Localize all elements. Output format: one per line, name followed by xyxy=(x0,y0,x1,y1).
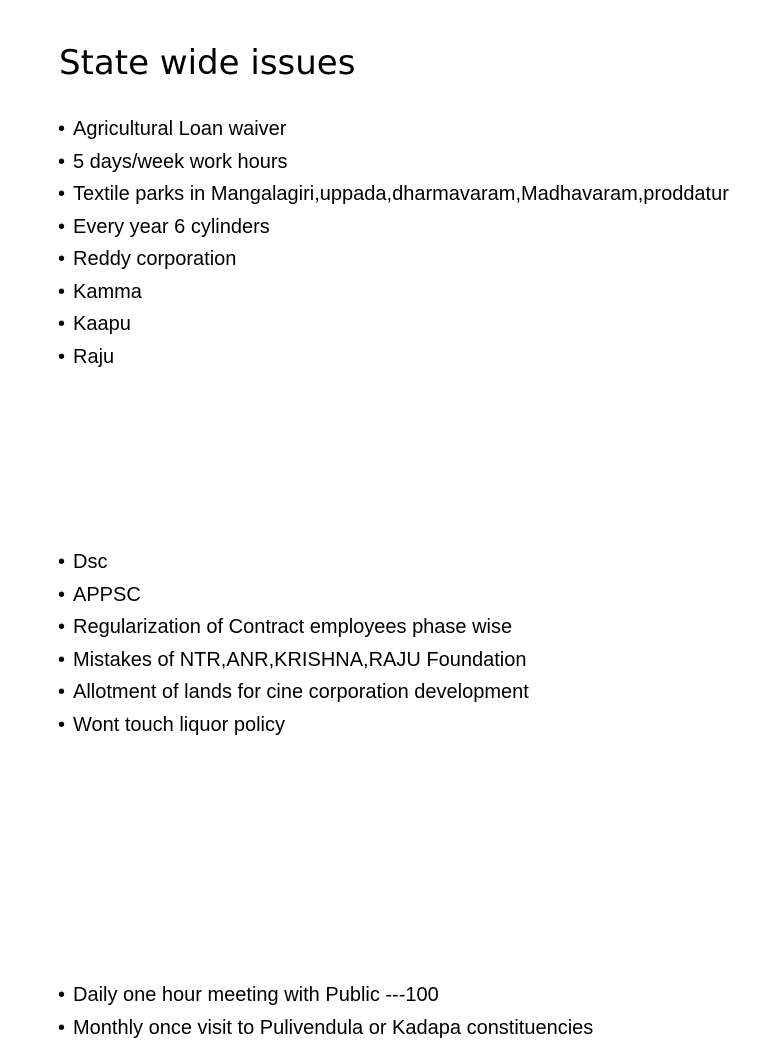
list-item xyxy=(58,345,748,369)
bullet-list-employment-policy xyxy=(58,550,748,745)
list-item-text: Textile parks in Mangalagiri,uppada,dharmavaram,Madhavaram,proddatur xyxy=(73,183,729,205)
list-item-text: Agricultural Loan waiver xyxy=(73,118,287,140)
bullet-icon: • xyxy=(58,713,66,736)
list-item xyxy=(58,713,748,737)
list-item xyxy=(58,280,748,304)
list-item xyxy=(58,680,748,704)
bullet-icon: • xyxy=(58,215,66,238)
bullet-icon: • xyxy=(58,345,66,368)
bullet-list-agriculture-caste xyxy=(58,117,748,377)
list-item-text: Daily one hour meeting with Public ---100 xyxy=(73,984,439,1006)
list-item-text: Allotment of lands for cine corporation development xyxy=(73,681,529,703)
bullet-icon: • xyxy=(58,984,66,1006)
bullet-icon: • xyxy=(58,183,66,205)
list-item-text: Wont touch liquor policy xyxy=(73,713,285,736)
bullet-icon: • xyxy=(58,313,66,335)
bullet-icon: • xyxy=(58,681,66,703)
list-item-text: Kamma xyxy=(73,280,142,303)
bullet-icon: • xyxy=(58,551,66,573)
list-item-text: Raju xyxy=(73,345,115,368)
bullet-icon: • xyxy=(58,248,66,270)
list-item-text: Kaapu xyxy=(73,313,131,335)
bullet-icon: • xyxy=(58,1016,66,1039)
list-item xyxy=(58,550,748,574)
list-item-text: Reddy corporation xyxy=(73,248,237,270)
bullet-icon: • xyxy=(58,616,66,638)
list-item xyxy=(58,150,748,174)
list-item-text: Regularization of Contract employees phase wise xyxy=(73,616,513,638)
list-item-text: Dsc xyxy=(73,551,108,573)
list-item-text: APPSC xyxy=(73,583,141,606)
list-item xyxy=(58,648,748,672)
bullet-icon: • xyxy=(58,583,66,606)
list-item-text: Monthly once visit to Pulivendula or Kadapa constituencies xyxy=(73,1016,594,1039)
list-item xyxy=(58,117,748,141)
list-item-text: Mistakes of NTR,ANR,KRISHNA,RAJU Foundation xyxy=(73,648,527,671)
list-item xyxy=(58,615,748,639)
list-item xyxy=(58,983,748,1007)
list-item-text: Every year 6 cylinders xyxy=(73,215,270,238)
page-title: State wide issues xyxy=(59,43,356,83)
list-item xyxy=(58,182,748,206)
bullet-icon: • xyxy=(58,150,66,173)
list-item-text: 5 days/week work hours xyxy=(73,150,288,173)
list-item xyxy=(58,247,748,271)
list-item xyxy=(58,1016,748,1040)
bullet-icon: • xyxy=(58,648,66,671)
list-item xyxy=(58,312,748,336)
list-item xyxy=(58,215,748,239)
bullet-icon: • xyxy=(58,118,66,140)
bullet-list-public-outreach xyxy=(58,983,748,1048)
bullet-icon: • xyxy=(58,280,66,303)
list-item xyxy=(58,583,748,607)
